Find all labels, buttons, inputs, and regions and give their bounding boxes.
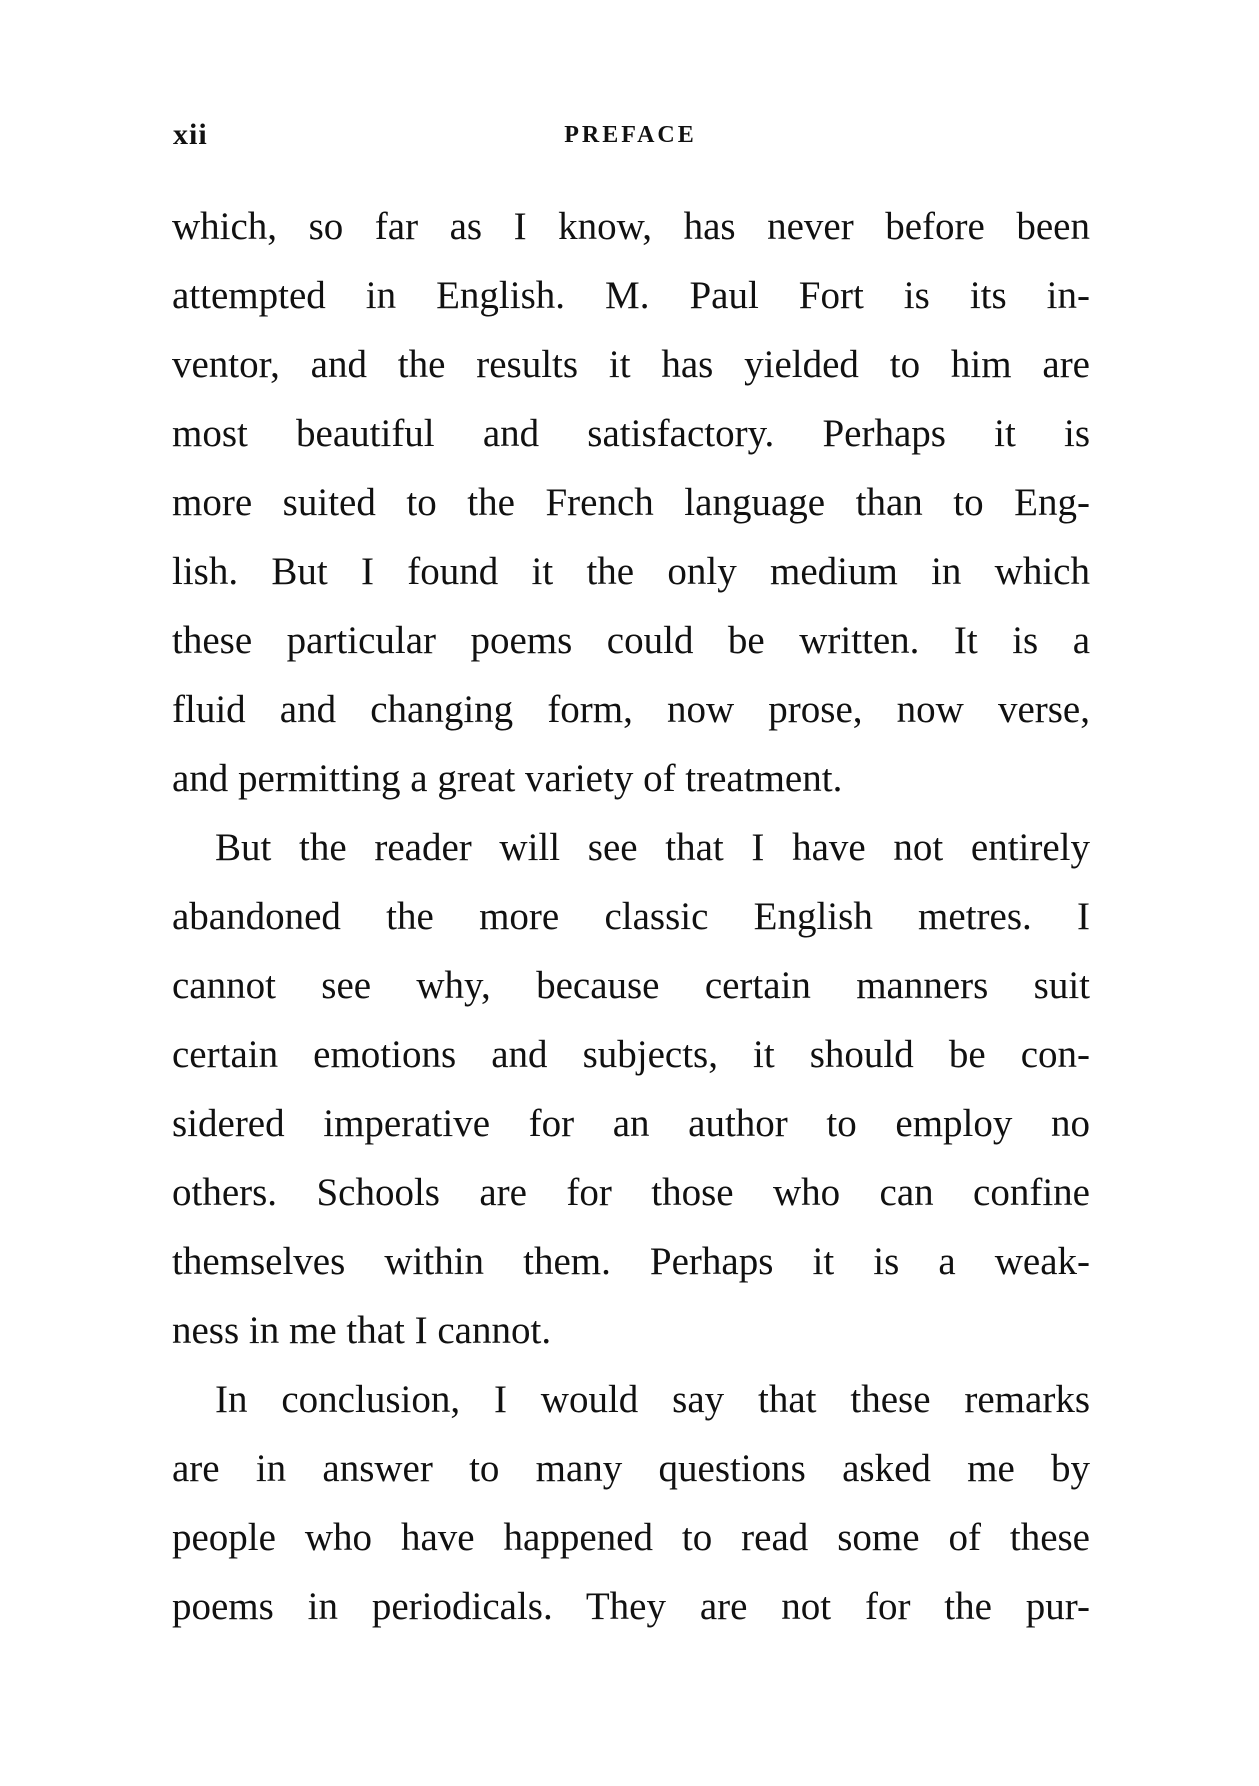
text-line: these particular poems could be written. It is a bbox=[172, 619, 1090, 662]
text-line: But the reader will see that I have not entirely bbox=[215, 826, 1090, 869]
text-line: ventor, and the results it has yielded to him are bbox=[172, 343, 1090, 386]
text-line: abandoned the more classic English metres. I bbox=[172, 895, 1090, 938]
running-title: PREFACE bbox=[564, 122, 697, 148]
text-line: In conclusion, I would say that these remarks bbox=[215, 1378, 1090, 1421]
text-line: cannot see why, because certain manners suit bbox=[172, 964, 1090, 1007]
text-line: lish. But I found it the only medium in which bbox=[172, 550, 1090, 593]
body-text bbox=[172, 192, 1090, 1641]
text-line: others. Schools are for those who can confine bbox=[172, 1171, 1090, 1214]
text-line: are in answer to many questions asked me by bbox=[172, 1447, 1090, 1490]
text-line: sidered imperative for an author to employ no bbox=[172, 1102, 1090, 1145]
text-line: ness in me that I cannot. bbox=[172, 1309, 552, 1352]
text-line: which, so far as I know, has never before been bbox=[172, 205, 1090, 248]
text-line: people who have happened to read some of these bbox=[172, 1516, 1090, 1559]
text-line: poems in periodicals. They are not for the pur- bbox=[172, 1585, 1090, 1628]
text-line: certain emotions and subjects, it should be con- bbox=[172, 1033, 1090, 1076]
paragraph bbox=[172, 813, 1090, 1365]
text-line: fluid and changing form, now prose, now verse, bbox=[172, 688, 1090, 731]
text-line: and permitting a great variety of treatment. bbox=[172, 757, 843, 800]
text-line: themselves within them. Perhaps it is a weak- bbox=[172, 1240, 1090, 1283]
text-line: more suited to the French language than to Eng- bbox=[172, 481, 1090, 524]
text-line: attempted in English. M. Paul Fort is its in- bbox=[172, 274, 1090, 317]
text-line: most beautiful and satisfactory. Perhaps it is bbox=[172, 412, 1090, 455]
paragraph bbox=[172, 1365, 1090, 1641]
paragraph bbox=[172, 192, 1090, 813]
running-head bbox=[173, 118, 1088, 158]
page-number: xii bbox=[173, 118, 208, 151]
